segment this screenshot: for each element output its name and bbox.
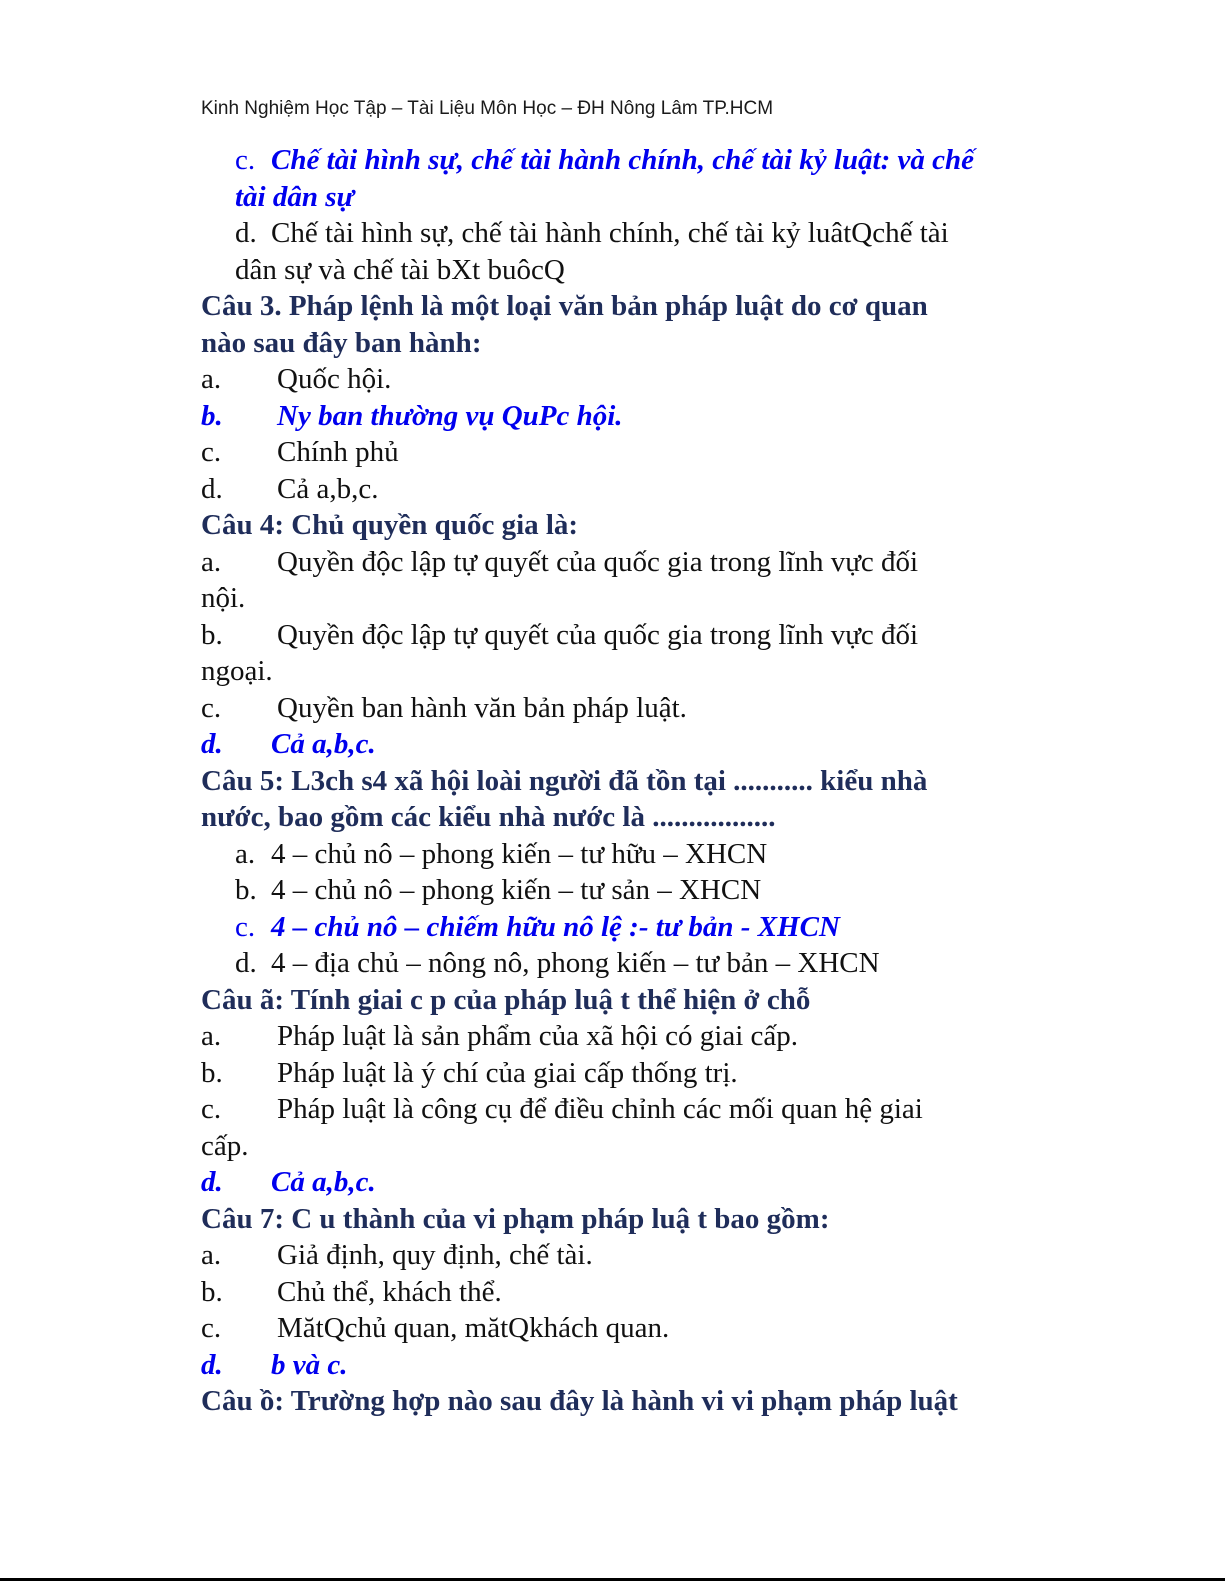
question-3-line2: nào sau đây ban hành: bbox=[201, 326, 482, 359]
option-text: Quyền độc lập tự quyết của quốc gia trong lĩnh vực đối bbox=[277, 618, 919, 651]
q5-option-a bbox=[201, 836, 1033, 873]
q7-option-b bbox=[201, 1274, 1033, 1311]
option-mark: c. bbox=[201, 691, 222, 724]
option-text-cont: dân sự và chế tài bXt buôcQ bbox=[235, 253, 565, 286]
question-7: Câu 7: C u thành của vi phạm pháp luậ t bao gồm: bbox=[201, 1202, 830, 1235]
q4-option-a bbox=[201, 544, 1033, 617]
q7-option-a bbox=[201, 1237, 1033, 1274]
question-3-line1: Câu 3. Pháp lệnh là một loại văn bản pháp luật do cơ quan bbox=[201, 290, 928, 322]
question-6: Câu ã: Tính giai c p của pháp luậ t thể hiện ở chỗ bbox=[201, 983, 811, 1016]
option-text: Cả a,b,c. bbox=[271, 728, 376, 760]
question-5-line2: nước, bao gồm các kiểu nhà nước là ................. bbox=[201, 801, 776, 833]
q3-option-c bbox=[201, 434, 1033, 471]
option-text: Pháp luật là công cụ để điều chỉnh các mối quan hệ giai bbox=[277, 1093, 923, 1125]
option-text: MătQchủ quan, mătQkhách quan. bbox=[277, 1312, 670, 1344]
question-5-line1: Câu 5: L3ch s4 xã hội loài người đã tồn tại ........... kiểu nhà bbox=[201, 764, 928, 797]
page-bottom-rule bbox=[0, 1578, 1225, 1581]
question-8: Câu ồ: Trường hợp nào sau đây là hành vi vi phạm pháp luật bbox=[201, 1385, 958, 1417]
option-text: Quốc hội. bbox=[277, 363, 392, 395]
option-mark: a. bbox=[235, 837, 256, 870]
q7-option-d-correct bbox=[201, 1347, 1033, 1384]
option-text: Pháp luật là sản phẩm của xã hội có giai cấp. bbox=[277, 1020, 799, 1052]
option-text: Chính phủ bbox=[277, 436, 399, 468]
option-text-cont: cấp. bbox=[201, 1129, 249, 1162]
option-text: Cả a,b,c. bbox=[277, 472, 379, 505]
option-text: Quyền độc lập tự quyết của quốc gia trong lĩnh vực đối bbox=[277, 545, 919, 578]
option-text: Ny ban thường vụ QuPc hội. bbox=[277, 399, 623, 432]
option-mark: d. bbox=[201, 728, 223, 760]
option-text: Chế tài hình sự, chế tài hành chính, chế tài kỷ luật: và chế bbox=[271, 144, 974, 176]
option-text: Giả định, quy định, chế tài. bbox=[277, 1239, 593, 1271]
q6-option-c bbox=[201, 1091, 1033, 1164]
option-mark: b. bbox=[235, 874, 257, 906]
option-mark: a. bbox=[201, 1239, 222, 1271]
option-mark: d. bbox=[235, 217, 257, 249]
option-mark: b. bbox=[201, 1275, 223, 1308]
option-mark: c. bbox=[235, 144, 256, 176]
option-mark: a. bbox=[201, 545, 222, 578]
option-mark: a. bbox=[201, 1020, 222, 1052]
q4-option-b bbox=[201, 617, 1033, 690]
page-header: Kinh Nghiệm Học Tập – Tài Liệu Môn Học – ĐH Nông Lâm TP.HCM bbox=[201, 98, 774, 119]
option-mark: c. bbox=[201, 1312, 222, 1344]
q5-option-d bbox=[201, 945, 1033, 982]
option-text-cont: tài dân sự bbox=[235, 180, 354, 213]
option-text: Chế tài hình sự, chế tài hành chính, chế tài kỷ luâtQchế tài bbox=[271, 217, 949, 249]
option-mark: c. bbox=[235, 910, 256, 943]
option-text: Pháp luật là ý chí của giai cấp thống trị. bbox=[277, 1056, 738, 1089]
q6-option-d-correct bbox=[201, 1164, 1033, 1201]
option-text: Quyền ban hành văn bản pháp luật. bbox=[277, 691, 687, 724]
option-mark: a. bbox=[201, 363, 222, 395]
option-text: 4 – địa chủ – nông nô, phong kiến – tư bản – XHCN bbox=[271, 947, 880, 979]
answer-option-c-prev bbox=[201, 142, 1033, 215]
q6-option-b bbox=[201, 1055, 1033, 1092]
option-text: 4 – chủ nô – phong kiến – tư sản – XHCN bbox=[271, 874, 762, 906]
q6-option-a bbox=[201, 1018, 1033, 1055]
question-4: Câu 4: Chủ quyền quốc gia là: bbox=[201, 509, 579, 541]
option-mark: c. bbox=[201, 1093, 222, 1125]
q7-option-c bbox=[201, 1310, 1033, 1347]
q3-option-d bbox=[201, 471, 1033, 508]
option-text: 4 – chủ nô – chiếm hữu nô lệ :- tư bản - XHCN bbox=[271, 910, 840, 943]
option-mark: b. bbox=[201, 618, 223, 651]
option-text: 4 – chủ nô – phong kiến – tư hữu – XHCN bbox=[271, 837, 768, 870]
option-text-cont: nội. bbox=[201, 582, 246, 614]
q5-option-c-correct bbox=[201, 909, 1033, 946]
option-mark: d. bbox=[201, 1166, 223, 1198]
q3-option-a bbox=[201, 361, 1033, 398]
option-text: b và c. bbox=[271, 1348, 348, 1381]
option-mark: d. bbox=[201, 472, 223, 505]
option-mark: b. bbox=[201, 399, 223, 432]
option-text: Cả a,b,c. bbox=[271, 1166, 376, 1198]
q4-option-d-correct bbox=[201, 726, 1033, 763]
document-body bbox=[201, 142, 1033, 1420]
q4-option-c bbox=[201, 690, 1033, 727]
option-mark: b. bbox=[201, 1056, 223, 1089]
q3-option-b-correct bbox=[201, 398, 1033, 435]
option-text: Chủ thể, khách thể. bbox=[277, 1275, 502, 1308]
option-mark: d. bbox=[235, 947, 257, 979]
option-mark: c. bbox=[201, 436, 222, 468]
q5-option-b bbox=[201, 872, 1033, 909]
option-d-prev bbox=[201, 215, 1033, 288]
option-mark: d. bbox=[201, 1348, 223, 1381]
option-text-cont: ngoại. bbox=[201, 655, 273, 687]
